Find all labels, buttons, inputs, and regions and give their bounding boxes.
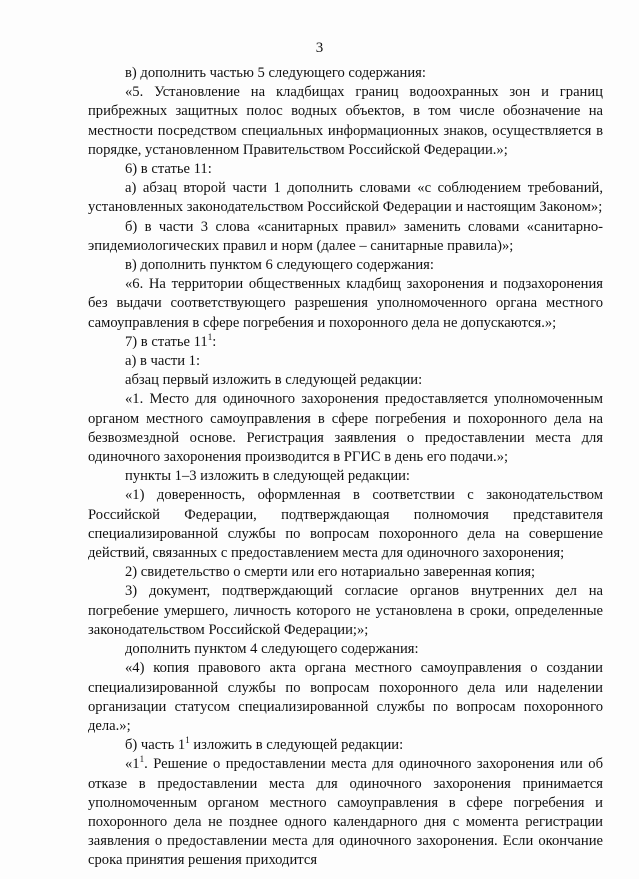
paragraph: абзац первый изложить в следующей редакции: [125,372,423,389]
paragraph: «1) доверенность, оформленная в соответствии с законодательством Российской Федерации, подтверждающая полномочия представителя специализированной службы по вопросам похоронного дела на совершение действий, связанных с предоставлением места для одиночного захоронения; [88,487,603,562]
document-body [88,64,603,871]
paragraph: б) в части 3 слова «санитарных правил» заменить словами «санитарно-эпидемиологических правил и норм (далее – санитарные правила)»; [88,218,603,254]
paragraph: «$1^1$. Решение о предоставлении места для одиночного захоронения или об отказе в предоставлении места для одиночного захоронения принимается уполномоченным органом местного самоуправления в сфере погребения и похоронного дела не позднее одного календарного дня с момента регистрации заявления о предоставлении места для одиночного захоронения. Если окончание срока принятия решения приходится [88,754,603,869]
paragraph: 6) в статье 11: [125,161,212,178]
paragraph: в) дополнить пунктом 6 следующего содержания: [125,257,434,274]
paragraph: а) в части 1: [125,353,201,370]
paragraph: а) абзац второй части 1 дополнить словами «с соблюдением требований, установленных законодательством Российской Федерации и настоящим Законом»; [88,180,603,216]
paragraph: в) дополнить частью 5 следующего содержания: [125,65,426,81]
paragraph: 3) документ, подтверждающий согласие органов внутренних дел на погребение умершего, личность которого не установлена в сроки, определенные законодательством Российской Федерации;»; [88,583,603,638]
page-number: 3 [315,40,324,56]
paragraph: дополнить пунктом 4 следующего содержания: [125,641,419,658]
paragraph: 2) свидетельство о смерти или его нотариально заверенная копия; [125,564,536,581]
paragraph: «5. Установление на кладбищах границ водоохранных зон и границ прибрежных защитных полос водных объектов, в том числе обозначение на местности посредством специальных информационных знаков, осуществляется в порядке, установленном Правительством Российской Федерации.»; [88,84,603,158]
paragraph: б) часть $1^1$ изложить в следующей редакции: [125,735,404,754]
paragraph: «4) копия правового акта органа местного самоуправления о создании специализированной службы по вопросам похоронного дела или наделении организации статусом специализированной службы по вопросам похоронного дела.»; [88,660,603,734]
paragraph: 7) в статье $11^1$: [125,331,217,350]
paragraph: «1. Место для одиночного захоронения предоставляется уполномоченным органом местного самоуправления в сфере погребения и похоронного дела на безвозмездной основе. Регистрация заявления о предоставлении места для одиночного захоронения производится в РГИС в день его подачи.»; [88,391,603,466]
paragraph: «6. На территории общественных кладбищ захоронения и подзахоронения без выдачи соответствующего разрешения уполномоченного органа местного самоуправления в сфере погребения и похоронного дела не допускаются.»; [88,276,603,331]
paragraph: пункты 1–3 изложить в следующей редакции: [125,468,410,485]
